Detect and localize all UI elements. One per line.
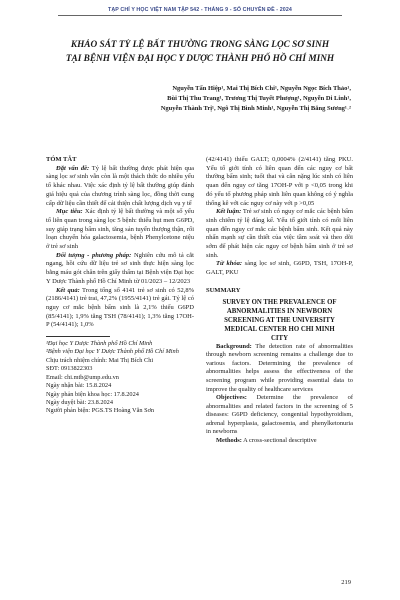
en-background-text: The detection rate of abnormalities through newborn screening remains a challenge due to various factors. Determining the prevalence of abnormalities helps assess the effectiveness of the screening program while providing essential data to improve the quality of healthcare services [206,342,353,393]
right-column [206,156,353,446]
summary-objectives [206,394,353,437]
abstract-heading: TÓM TẮT [46,156,77,163]
english-title-line-2: ABNORMALITIES IN NEWBORN [226,307,333,315]
en-background-label: Background: [216,342,252,350]
email-address: Email: chi.mtb@ump.edu.vn [46,373,119,381]
en-methods-label: Methods: [216,437,242,445]
background-label: Đặt vấn đề: [56,164,90,172]
title-line-1: KHẢO SÁT TỶ LỆ BẤT THƯỜNG TRONG SÀNG LỌC SƠ SINH [70,40,330,50]
conclusion-text: Trẻ sơ sinh có nguy cơ mắc các bệnh bẩm sinh chiếm tỷ lệ đáng kể. Yếu tố giới tính có mối liên quan đến nguy cơ mắc các bệnh bẩm sinh. Kết quả này nhấn mạnh sự cần thiết của việc tầm soát và theo dõi sớm để phát hiện các nguy cơ bệnh bẩm sinh ở trẻ sơ sinh. [206,208,353,259]
english-title-line-5: CITY [271,334,288,342]
abstract-results [46,287,194,331]
conclusion-label: Kết luận: [216,208,242,216]
header-divider [58,15,342,16]
page-number: 219 [341,579,351,586]
footnote-divider [46,336,110,337]
keywords [206,260,353,277]
en-methods-text: A cross-sectional descriptive [241,437,317,445]
keywords-label: Từ khóa: [216,260,243,268]
abstract-conclusion [206,208,353,260]
reviewer: Người phản biện: PGS.TS Hoàng Văn Sơn [46,407,155,415]
review-date: Ngày phản biện khoa học: 17.8.2024 [46,390,139,398]
abstract-methods [46,252,194,287]
author-line-1: Nguyễn Tấn Hiệp¹, Mai Thị Bích Chi¹, Nguyễn Ngọc Bích Thảo¹, [172,85,351,92]
methods-label: Đối tượng - phương pháp: [56,251,132,259]
methods-text: Nghiên cứu mô tả cắt ngang, hồi cứu dữ liệu trẻ sơ sinh thực hiện sàng lọc bằng máu gót chân trên giấy thấm tại Bệnh viện Đại học Y Dược Thành phố Hồ Chí Minh từ 01/2023 – 12/2023 [46,251,194,285]
english-title-line-3: SCREENING AT THE UNIVERSITY [224,316,335,324]
author-line-3: Nguyễn Thành Trị¹, Ngô Thị Bình Minh¹, Nguyễn Thị Băng Sương¹˒² [160,105,351,112]
results-continued: (42/4141) thiếu GALT; 0,0004% (2/4141) tăng PKU. Yếu tố giới tính có liên quan đến các nguy cơ bất thường bẩm sinh; tuổi thai và cân nặng lúc sinh có liên quan đến nguy cơ tăng 17OH-P với p <0,05 trong khi đó yếu tố phương pháp sinh liên quan không có ý nghĩa thống kê với các nguy cơ này với p >0,05 [206,156,353,207]
abstract-background [46,165,194,209]
left-column [46,156,194,416]
abstract-objective [46,208,194,252]
title-line-2: TẠI BỆNH VIỆN ĐẠI HỌC Y DƯỢC THÀNH PHỐ HỒ CHÍ MINH [65,54,335,64]
english-title-line-1: SURVEY ON THE PREVALENCE OF [222,298,337,306]
summary-methods [206,437,353,446]
phone-number: SĐT: 0913822303 [46,365,93,373]
summary-background [206,343,353,395]
accepted-date: Ngày duyệt bài: 23.8.2024 [46,398,113,406]
keywords-text: sàng lọc sơ sinh, G6PD, TSH, 17OH-P, GALT, PKU [206,260,353,277]
footnote-2: ²Bệnh viện Đại học Y Dược Thành phố Hồ Chí Minh [46,348,179,356]
english-title [206,298,353,343]
corresponding-author: Chịu trách nhiệm chính: Mai Thị Bích Chi [46,356,154,364]
author-line-2: Bùi Thị Thu Trang¹, Trương Thị Tuyết Phượng¹, Nguyễn Di Linh¹, [167,95,351,102]
en-objectives-label: Objectives: [216,394,247,402]
journal-header: TẠP CHÍ Y HỌC VIỆT NAM TẬP 542 - THÁNG 9 - SỐ CHUYÊN ĐỀ - 2024 [108,7,292,13]
background-text: Tỷ lệ bất thường được phát hiện qua sàng lọc sơ sinh vẫn còn là một thách thức do nhiều yếu tố khác nhau. Việc xác định tỷ lệ bất thường giúp đánh giá hiệu quả của chương trình sàng lọc, đồng thời cung cấp dữ liệu cần thiết để cải thiện chất lượng dịch vụ y tế [46,164,194,207]
summary-heading: SUMMARY [206,286,241,294]
article-title [20,38,380,66]
results-text: Trong tổng số 4141 trẻ sơ sinh có 52,8% (2186/4141) trẻ trai, 47,2% (1955/4141) trẻ gái. Tỷ lệ có nguy cơ mắc bệnh bẩm sinh là 2,1% thiếu G6PD (85/4141); 1,9% tăng TSH (78/4141); 1,3% tăng 17OH-P (54/4141); 1,0% [46,286,194,329]
footnote-1: ¹Đại học Y Dược Thành phố Hồ Chí Minh [46,340,153,348]
english-title-line-4: MEDICAL CENTER HO CHI MINH [224,325,335,333]
objective-label: Mục tiêu: [56,208,83,216]
objective-text: Xác định tỷ lệ bất thường và một số yếu tố liên quan trong sàng lọc 5 bệnh: thiếu hụt men G6PD, suy giáp trạng bẩm sinh, tăng sản tuyến thượng thận, rối loạn chuyển hóa galactosemia, bệnh Phenylcetone niệu ở trẻ sơ sinh [46,208,195,251]
results-label: Kết quả: [56,286,80,294]
en-objectives-text: Determine the prevalence of abnormalities and related factors in the screening of 5 diseases: G6PD deficiency, congenital hypothyroidism, adrenal hyperplasia, galactosemia, and phenylketonuria in newborns [206,394,353,436]
author-list [31,84,351,114]
received-date: Ngày nhận bài: 15.8.2024 [46,382,112,390]
